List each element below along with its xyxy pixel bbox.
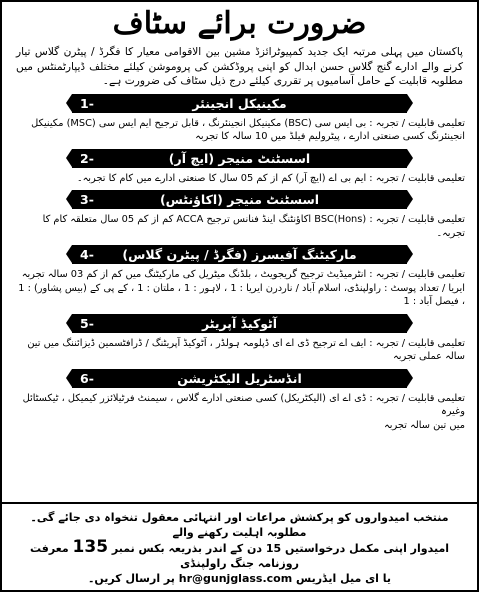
position-detail-line: تعلیمی قابلیت / تجربہ : BSC(Hons) اکاؤنٹنگ اینڈ فنانس ترجیح ACCA کم از کم 05 سال متعلقہ کام کا تجربہ۔ (42, 214, 465, 239)
footer-line-1: منتخب امیدواروں کو پرکشش مراعات اور انتہائی معقول تنخواہ دی جائے گی۔ مطلوبہ اہلیت رکھنے والے (30, 511, 449, 539)
position-detail-line: تعلیمی قابلیت / تجربہ : ایم بی اے (ایچ آر) کم از کم 05 سال کا صنعتی ادارے میں کام کا تجربہ۔ (76, 172, 465, 184)
bar-chevron-left (66, 245, 72, 263)
position-header-2 (72, 149, 407, 168)
box-number: 135 (72, 537, 109, 557)
position-title: اسسٹنٹ منیجر (ایچ آر) (168, 150, 311, 166)
bar-chevron-right (407, 369, 413, 387)
position-header-1 (72, 94, 407, 113)
footer-line-2-end: معرفت روزنامہ جنگ راولپنڈی (29, 542, 299, 570)
position-number: 3- (80, 192, 94, 207)
position-title: مکینیکل انجینئر (192, 95, 287, 111)
bar-chevron-left (66, 314, 72, 332)
position-number: 2- (80, 150, 94, 166)
position-number: 4- (80, 247, 94, 262)
position-detail-line: تعلیمی قابلیت / تجربہ : ڈی اے ای (الیکٹریکل) کسی صنعتی ادارے گلاس ، سیمنٹ فرٹیلائزر کیمیکل ، ٹیکسٹائل وغیرہ (22, 392, 465, 417)
position-title: اسسٹنٹ منیجر (اکاؤنٹس) (159, 192, 320, 207)
position-detail-line: تعلیمی قابلیت / تجربہ : ایف اے ترجیح ڈی اے ای ڈپلومہ ہولڈر ، آٹوکیڈ آپریٹنگ / ڈرافٹسمین ڈیزائننگ میں تین سالہ عملی تجربہ (27, 337, 465, 362)
footer-line-3-end: پر ارسال کریں۔ (87, 572, 175, 585)
bar-chevron-right (407, 245, 413, 263)
position-detail-line: تعلیمی قابلیت / تجربہ : بی ایس سی (BSC) مکینیکل انجینئرنگ ، قابل ترجیح ایم ایس سی (MSC) مکینیکل (31, 117, 465, 129)
bar-chevron-right (407, 314, 413, 332)
footer-line-2-start: امیدوار اپنی مکمل درخواستیں 15 دن کے اندر بذریعہ بکس نمبر (111, 542, 450, 555)
position-number: 1- (80, 95, 94, 111)
bar-chevron-left (66, 94, 72, 112)
application-instructions (2, 502, 477, 590)
bar-chevron-left (66, 149, 72, 167)
footer-line-3 (12, 571, 467, 586)
position-number: 6- (80, 370, 94, 386)
position-header-6 (72, 369, 407, 388)
position-title: مارکیٹنگ آفیسرز (فگرڈ / پیٹرن گلاس) (122, 247, 357, 262)
page-title: ضرورت برائے سٹاف (112, 6, 367, 41)
bar-chevron-right (407, 190, 413, 208)
footer-line-3-start: یا ای میل ایڈریس (296, 572, 392, 585)
bar-chevron-right (407, 149, 413, 167)
position-detail-line: میں تین سالہ تجربہ (384, 419, 465, 431)
position-number: 5- (80, 315, 94, 331)
position-detail-line: انجینئرنگ کسی صنعتی ادارے ، پیٹرولیم فیلڈ میں 10 سالہ کا تجربہ (195, 131, 465, 142)
position-detail-line: ایریا / تعداد پوسٹ : راولپنڈی، اسلام آباد / ناردرن ایریا : 1 ، لاہور : 1 ، ملتان : 1 ، کے پی کے (بیس پشاور) : 1 ، فیصل آباد : 1 (18, 282, 465, 307)
position-header-5 (72, 314, 407, 333)
title-wrap (10, 6, 469, 41)
position-header-3 (72, 190, 407, 209)
position-title: آٹوکیڈ آپریٹر (201, 315, 278, 331)
email-address[interactable]: hr@gunjglass.com (178, 572, 293, 585)
bar-chevron-left (66, 369, 72, 387)
position-header-4 (72, 245, 407, 264)
footer-line-2 (12, 537, 467, 571)
position-title: انڈسٹریل الیکٹریشن (177, 370, 302, 386)
intro-paragraph: پاکستان میں پہلی مرتبہ ایک جدید کمپیوٹرائزڈ مشین بین الاقوامی معیار کا فگرڈ / پیٹرن گلاس تیار کرنے والے ادارے گنج گلاس حسن ابدال کو اپنی پروڈکشن کی پروموشن کیلئے مختلف ڈیپارٹمنٹس میں مطلوبہ قابلیت کے حامل آسامیوں پر تقرری کیلئے درج ذیل سٹاف کی ضرورت ہے۔ (16, 46, 463, 87)
position-detail-line: تعلیمی قابلیت / تجربہ : انٹرمیڈیٹ ترجیح گریجویٹ ، بلڈنگ میٹریل کی مارکیٹنگ میں کم از کم 03 سالہ تجربہ (21, 269, 465, 280)
bar-chevron-left (66, 190, 72, 208)
bar-chevron-right (407, 94, 413, 112)
